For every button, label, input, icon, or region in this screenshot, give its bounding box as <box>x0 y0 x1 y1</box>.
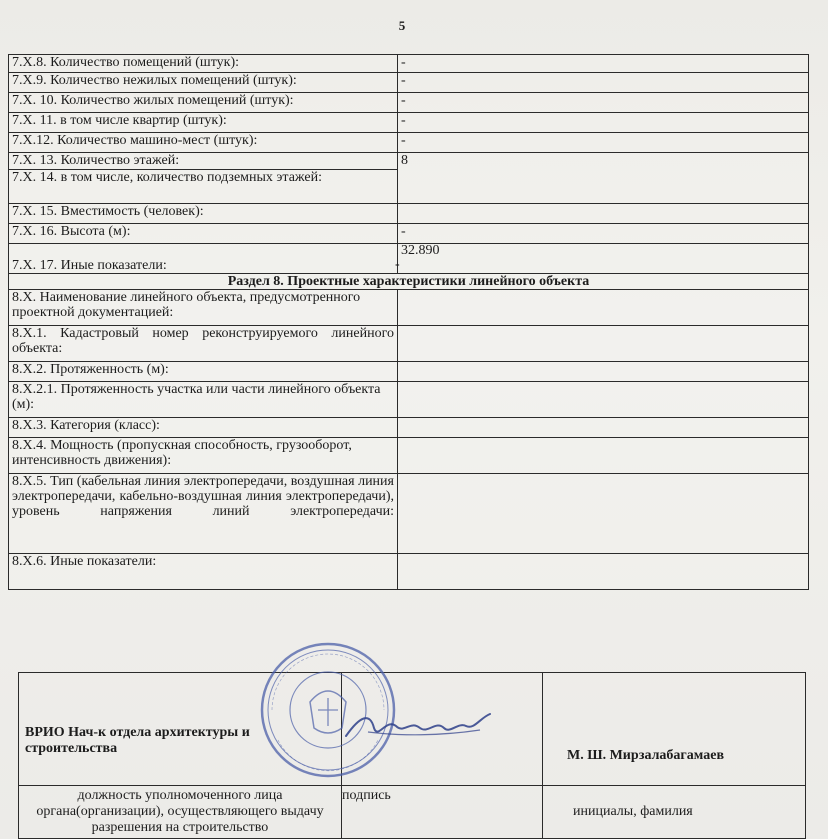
row-value: - <box>398 55 809 73</box>
row-value: - <box>398 93 809 113</box>
table-row <box>9 113 809 133</box>
table-row <box>9 93 809 113</box>
row-label: 7.Х. 11. в том числе квартир (штук): <box>9 113 398 133</box>
section-8-title: Раздел 8. Проектные характеристики линейного объекта <box>9 274 809 290</box>
row-value <box>398 554 809 590</box>
caption-row <box>19 786 806 839</box>
row-label: 8.Х.3. Категория (класс): <box>9 418 398 438</box>
row-value: - <box>398 73 809 93</box>
official-name: М. Ш. Мирзалабагамаев <box>543 673 806 786</box>
table-row <box>9 73 809 93</box>
table-row <box>9 153 809 170</box>
signature-cell <box>342 673 543 786</box>
row-value <box>398 362 809 382</box>
table-row <box>9 474 809 554</box>
value-primary: 32.890 <box>401 243 440 258</box>
row-label: 8.Х.6. Иные показатели: <box>9 554 398 590</box>
value-secondary: - <box>395 257 400 272</box>
caption-name: инициалы, фамилия <box>543 786 806 839</box>
row-value <box>398 382 809 418</box>
characteristics-table <box>8 54 809 590</box>
signature-table <box>18 672 806 839</box>
signature-row <box>19 673 806 786</box>
row-value <box>398 290 809 326</box>
row-value: 8 <box>398 153 809 204</box>
table-row <box>9 326 809 362</box>
table-row <box>9 418 809 438</box>
row-value <box>398 204 809 224</box>
row-label: 8.Х. Наименование линейного объекта, предусмотренного проектной документацией: <box>9 290 398 326</box>
row-label: 7.Х.12. Количество машино-мест (штук): <box>9 133 398 153</box>
table-row <box>9 438 809 474</box>
caption-position: должность уполномоченного лица органа(организации), осуществляющего выдачу разрешения на строительство <box>19 786 342 839</box>
row-value: - <box>398 224 809 244</box>
row-value <box>398 474 809 554</box>
row-value <box>398 438 809 474</box>
table-row <box>9 362 809 382</box>
official-position: ВРИО Нач-к отдела архитектуры и строительства <box>19 673 342 786</box>
section-header-row <box>9 274 809 290</box>
row-value: - <box>398 133 809 153</box>
row-label: 8.Х.5. Тип (кабельная линия электропередачи, воздушная линия электропередачи, кабельно-воздушная линия электропередачи), уровень напряжения линий электропередачи: <box>9 474 398 554</box>
row-label: 8.Х.2. Протяженность (м): <box>9 362 398 382</box>
row-value <box>398 326 809 362</box>
table-row <box>9 133 809 153</box>
table-row <box>9 290 809 326</box>
row-label: 7.Х. 17. Иные показатели: <box>9 244 398 274</box>
row-label: 7.Х.9. Количество нежилых помещений (штук): <box>9 73 398 93</box>
row-label: 8.Х.1. Кадастровый номер реконструируемого линейного объекта: <box>9 326 398 362</box>
table-row <box>9 224 809 244</box>
row-label: 7.Х. 16. Высота (м): <box>9 224 398 244</box>
row-label: 7.Х. 14. в том числе, количество подземных этажей: <box>9 170 398 204</box>
page-number: 5 <box>398 18 406 33</box>
row-label: 8.Х.4. Мощность (пропускная способность, грузооборот, интенсивность движения): <box>9 438 398 474</box>
row-value <box>395 243 809 274</box>
row-value <box>398 418 809 438</box>
row-label: 7.Х.8. Количество помещений (штук): <box>9 55 398 73</box>
table-row <box>9 55 809 73</box>
row-label: 8.Х.2.1. Протяженность участка или части линейного объекта (м): <box>9 382 398 418</box>
table-row <box>9 554 809 590</box>
row-value: - <box>398 113 809 133</box>
table-row <box>9 244 809 274</box>
row-label: 7.Х. 15. Вместимость (человек): <box>9 204 398 224</box>
table-row <box>9 382 809 418</box>
caption-signature: подпись <box>342 786 543 839</box>
row-label: 7.Х. 10. Количество жилых помещений (штук): <box>9 93 398 113</box>
table-row <box>9 204 809 224</box>
row-label: 7.Х. 13. Количество этажей: <box>9 153 398 170</box>
